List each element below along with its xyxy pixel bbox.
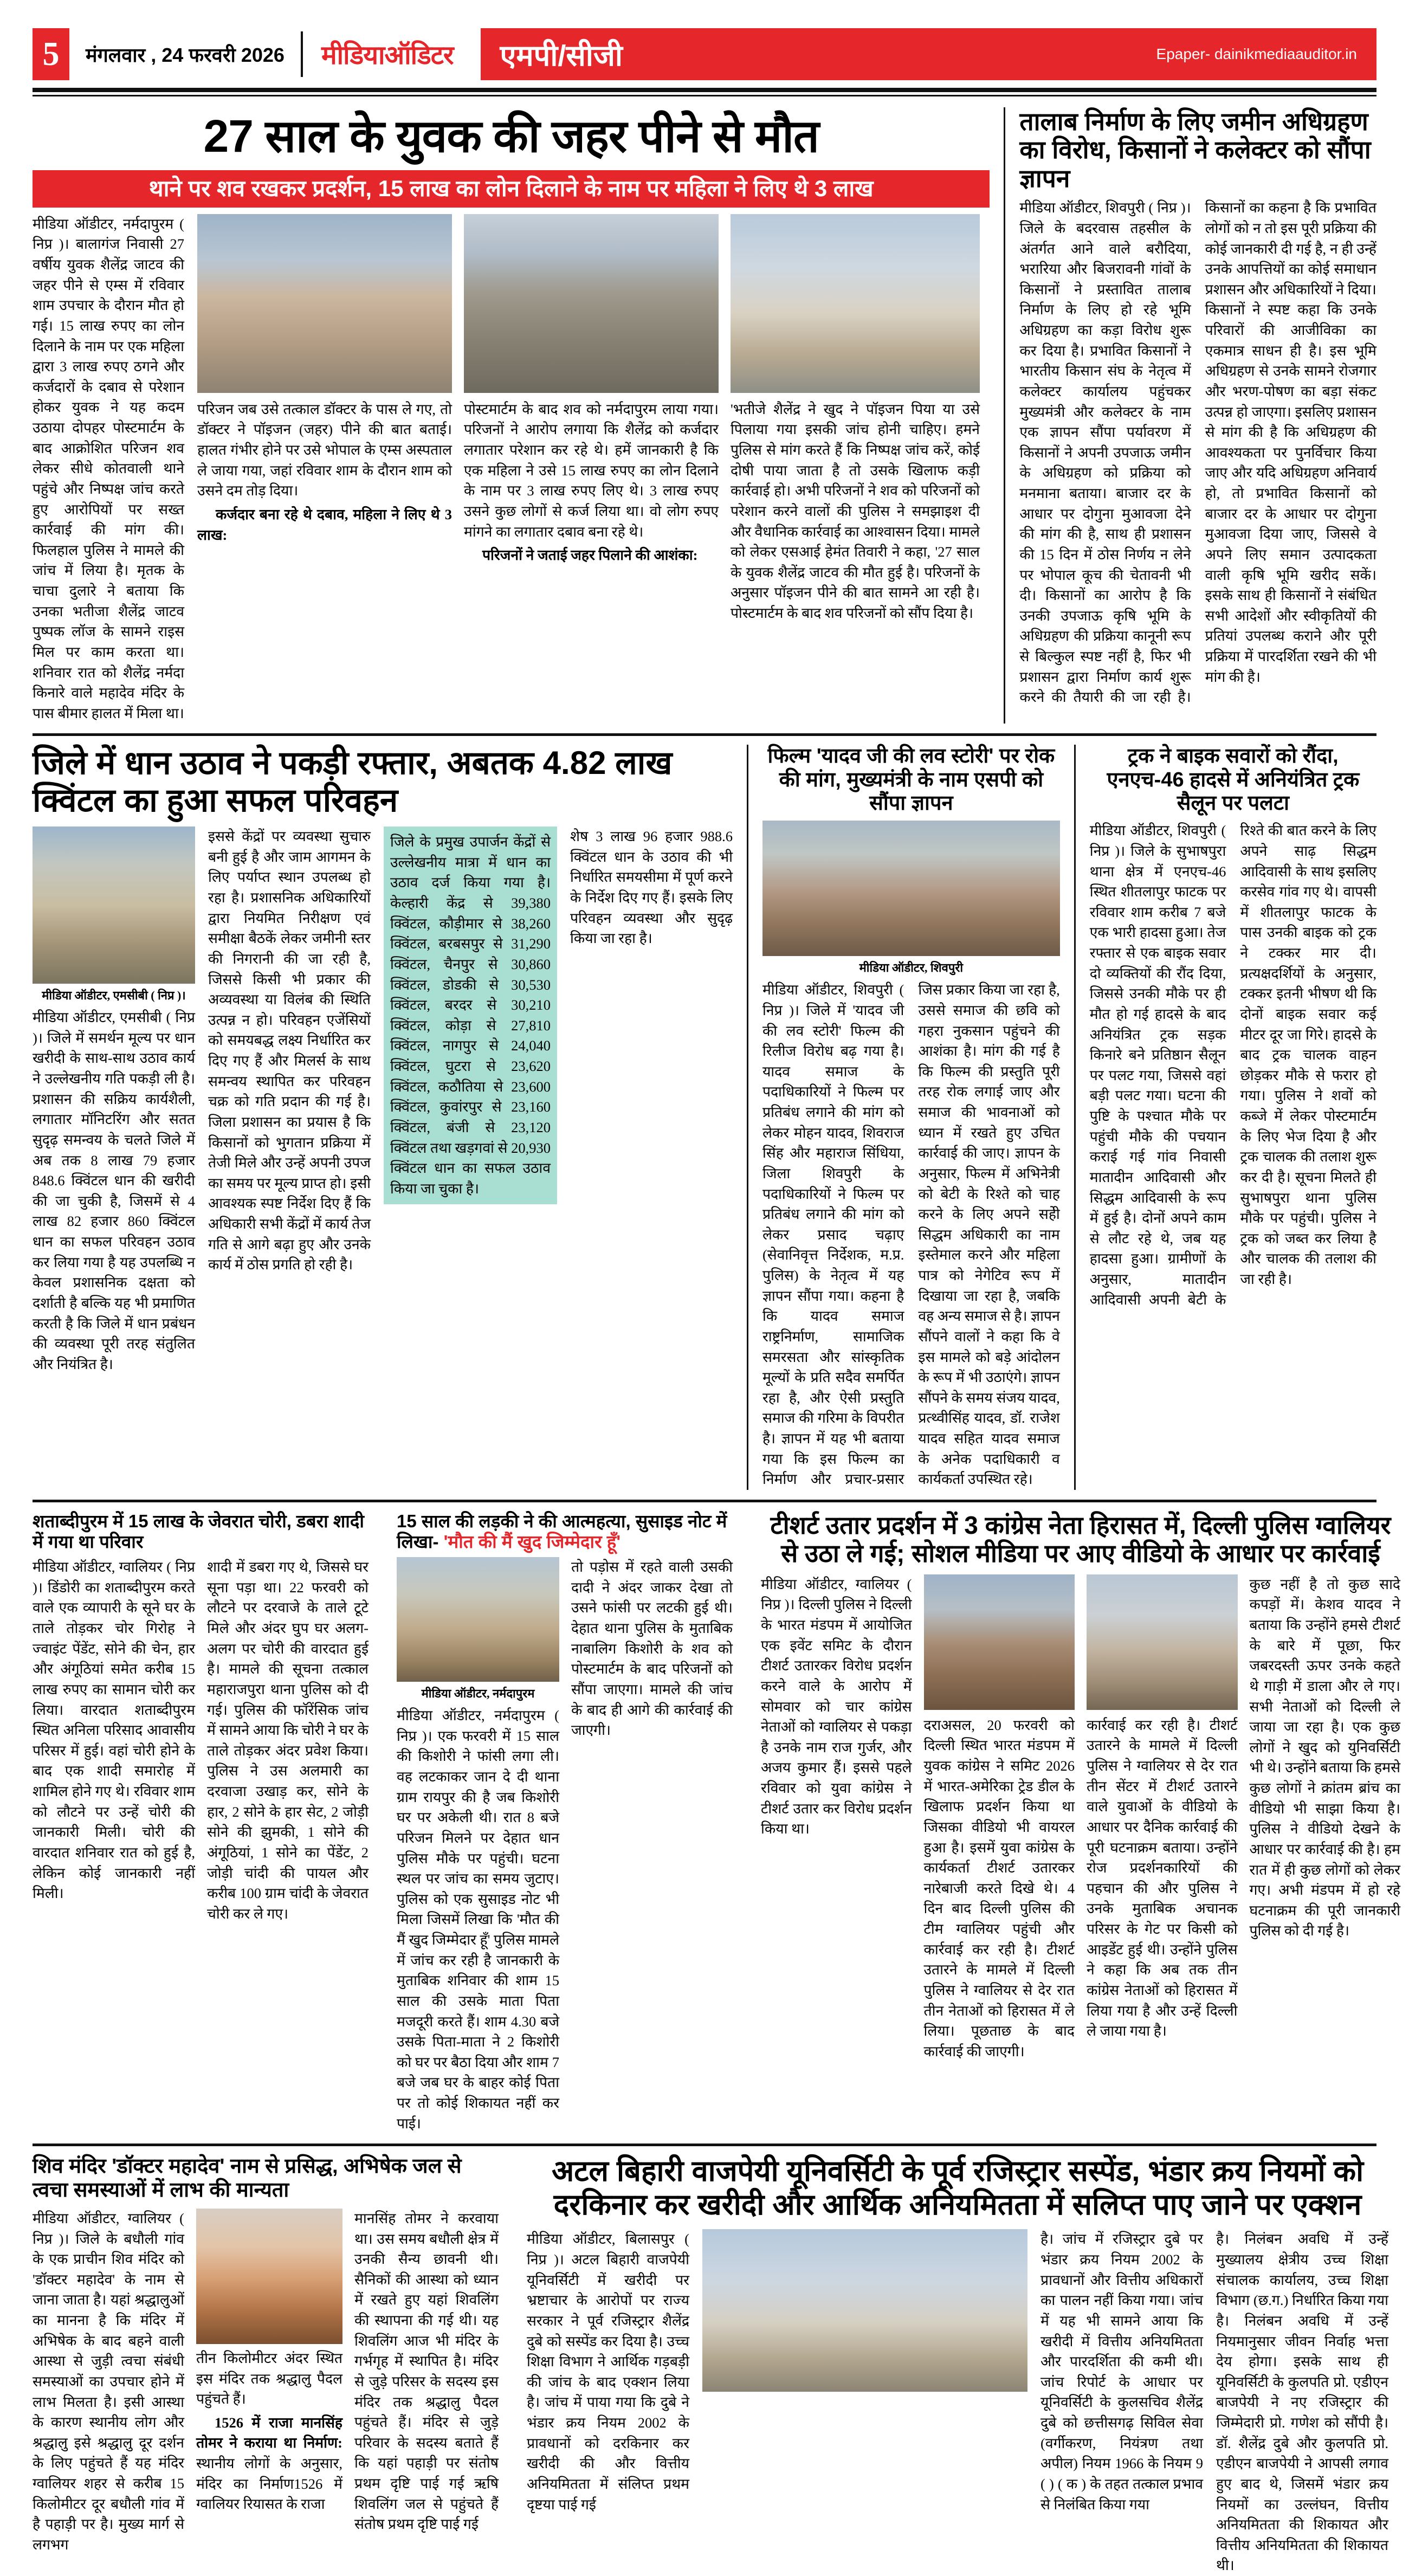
masthead-rule-thin xyxy=(33,95,1376,96)
masthead-rule-thick xyxy=(33,88,1376,92)
congress-col1: मीडिया ऑडीटर, ग्वालियर ( निप्र )। दिल्ली पुलिस ने दिल्ली के भारत मंडपम में आयोजित एक इवेंट समिट के दौरान टीशर्ट उतारकर विरोध प्रदर्शन करने वाले के आरोप में सोमवार को चार कांग्रेस नेताओं को ग्वालियर से पकड़ा है उनके नाम राज गुर्जर, और अजय कुमार हैं। इससे पहले रविवार को युवा कांग्रेस ने टीशर्ट उतार कर विरोध प्रदर्शन किया था। xyxy=(761,1576,912,1837)
lead-col1-text: मीडिया ऑडीटर, नर्मदापुरम ( निप्र )। बालागंज निवासी 27 वर्षीय युवक शैलेंद्र जाटव की जहर पीने से एम्स में रविवार शाम उपचार के दौरान मौत हो गई। 15 लाख रुपए का लोन दिलाने के नाम पर एक महिला द्वारा 3 लाख रुपए ठगने और कर्जदारों के दबाव से परेशान होकर युवक ने यह कदम उठाया दोपहर पोस्टमार्टम के बाद आक्रोशित परिजन शव लेकर सीधे कोतवाली थाने पहुंचे और निष्पक्ष जांच करते हुए आरोपियों पर सख्त कार्रवाई की मांग की। फिलहाल पुलिस ने मामले की जांच में लिया है। मृतक के चाचा दुलारे ने बताया कि उनका भतीजा शैलेंद्र जाटव पुष्पक लॉज के सामने राइस मिल पर काम करता था। शनिवार रात को शैलेंद्र नर्मदा किनारे वाले महादेव मंदिर के पास बीमार हालत में मिला था। xyxy=(33,215,184,721)
lead-sub2-heading: कर्जदार बना रहे थे दबाव, महिला ने लिए थे 3 लाख: xyxy=(197,506,452,543)
section-2 xyxy=(33,745,1376,1490)
lead-sub2-body: पोस्टमार्टम के बाद शव को नर्मदापुरम लाया गया। परिजनों ने आरोप लगाया कि शैलेंद्र को कर्जदार लगातार परेशान कर रहे थे। हमें जानकारी है कि एक महिला ने उसे 15 लाख रुपए का लोन दिलाने के नाम पर 3 लाख रुपए लिए थे। 3 लाख रुपए उसने कुछ लोगों से कर्ज लिया था। वो लोग रुपए मांगने का लगातार दबाव बना रहे थे। xyxy=(464,401,719,540)
truck-headline: ट्रक ने बाइक सवारों को रौंदा, एनएच-46 हादसे में अनियंत्रित ट्रक सैलून पर पलटा xyxy=(1107,745,1360,815)
brand-logo: मीडियाऑडिटर xyxy=(321,41,454,70)
film-body: मीडिया ऑडीटर, शिवपुरी ( निप्र )। जिले में 'यादव जी की लव स्टोरी' फिल्म की रिलीज विरोध बढ़ गया है। यादव समाज के पदाधिकारियों ने फिल्म पर प्रतिबंध लगाने की मांग को लेकर मोहन यादव, शिवराज सिंह और महाराज सिंधिया, जिला शिवपुरी के पदाधिकारियों ने फिल्म पर प्रतिबंध लगाने की मांग को लेकर प्रसाद चढ़ाए (सेवानिवृत्त निर्देशक, म.प्र. पुलिस) के नेतृत्व में यह ज्ञापन सौंपा गया। कहना है कि यादव समाज राष्ट्रनिर्माण, सामाजिक समरसता और सांस्कृतिक मूल्यों के प्रति सदैव समर्पित रहा है, और ऐसी प्रस्तुति समाज की गरिमा के विपरीत है। ज्ञापन में यह भी बताया गया कि इस फिल्म का निर्माण और प्रचार-प्रसार जिस प्रकार किया जा रहा है, उससे समाज की छवि को गहरा नुकसान पहुंचने की आशंका है। मांग की गई है कि फिल्म की प्रस्तुति पूरी तरह रोक लगाई जाए और समाज की भावनाओं को ध्यान में रखते हुए उचित कार्रवाई की जाए। ज्ञापन के अनुसार, फिल्म में अभिनेत्री को बेटी के रिश्ते को चाह करने के लिए अपने सहेी सिद्धम अधिकारी का नाम इस्तेमाल करने और महिला पात्र को नेगेटिव रूप में दिखाया जा रहा है, जबकि वह अन्य समाज से है। ज्ञापन सौंपने वालों ने कहा कि वे इस मामले को बड़े आंदोलन के रूप में भी उठाएंगे। ज्ञापन सौंपने के समय संजय यादव, प्रत्थ्वीसिंह यादव, डॉ. राजेश यादव सहित यादव समाज के अनेक पदाधिकारी व कार्यकर्ता उपस्थित रहे। xyxy=(762,982,1060,1488)
suicide-col1: मीडिया ऑडीटर, नर्मदापुरम ( निप्र )। एक फरवरी में 15 साल की किशोरी ने फांसी लगा ली। वह लटकाकर जान दे दी थाना ग्राम रायपुर की है जब किशोरी घर पर अकेली थी। रात 8 बजे परिजन मिलने पर देहात धान पुलिस मौके पर पहुंची। घटना स्थल पर जांच का समय जुटाए। पुलिस को एक सुसाइड नोट भी मिला जिसमें लिखा कि 'मौत की मैं खुद जिम्मेदार हूँ' पुलिस मामले में जांच कर रही है जानकारी के मुताबिक शनिवार की शाम 15 साल की उसके माता पिता मजदूरी करते हैं। शाम 4.30 बजे उसके पिता-माता ने 2 किशोरी को घर पर बैठा दिया और शाम 7 बजे जब घर के बाहर कोई पिता पर तो कोई शिकायत नहीं कर पाई। xyxy=(397,1707,559,2132)
lead-photo-2 xyxy=(464,214,719,393)
top-right-headline: तालाब निर्माण के लिए जमीन अधिग्रहण का विरोध, किसानों ने कलेक्टर को सौंपा ज्ञापन xyxy=(1019,107,1371,192)
lead-photo-3 xyxy=(731,214,980,393)
epaper-url[interactable]: Epaper- dainikmediaauditor.in xyxy=(1156,46,1357,62)
article-suicide xyxy=(397,1511,733,2134)
mandir-sub2-body: स्थानीय लोगों के अनुसार, मंदिर का निर्माण1526 में ग्वालियर रियासत के राजा xyxy=(196,2455,342,2513)
page-number-badge: 5 xyxy=(33,28,69,80)
publication-date: मंगलवार , 24 फरवरी 2026 xyxy=(86,43,285,66)
lead-kicker: थाने पर शव रखकर प्रदर्शन, 15 लाख का लोन दिलाने के नाम पर महिला ने लिए थे 3 लाख xyxy=(33,170,990,208)
brand-block xyxy=(303,28,472,80)
dhan-headline: जिले में धान उठाव ने पकड़ी रफ्तार, अबतक 4.82 लाख क्विंटल का हुआ सफल परिवहन xyxy=(33,745,673,818)
university-col2: है। जांच में रजिस्ट्रार दुबे पर भंडार क्रय नियम 2002 के प्रावधानों और वित्तीय अधिकारों का पालन नहीं किया गया। जांच में यह भी सामने आया कि खरीदी में वित्तीय अनियमितता और पारदर्शिता की कमी थी। जांच रिपोर्ट के आधार पर यूनिवर्सिटी के कुलसचिव शैलेंद्र दुबे को छत्तीसगढ़ सिविल सेवा (वर्गीकरण, नियंत्रण तथा अपील) नियम 1966 के नियम 9 ( ) ( क ) के तहत तत्काल प्रभाव से निलंबित किया गया xyxy=(1040,2231,1203,2513)
article-congress-protest xyxy=(761,1511,1400,2134)
lead-headline: 27 साल के युवक की जहर पीने से मौत xyxy=(203,111,819,162)
suicide-photo xyxy=(397,1557,559,1682)
university-headline: अटल बिहारी वाजपेयी यूनिवर्सिटी के पूर्व रजिस्ट्रार सस्पेंड, भंडार क्रय नियमों को दरकिनार कर खरीदी और आर्थिक अनियमितता में सलिप्त पाए जाने पर एक्शन xyxy=(551,2155,1364,2221)
sec2-divider-1 xyxy=(747,745,748,1490)
article-dhan-uthav xyxy=(33,745,733,1490)
theft-col2: शादी में डबरा गए थे, जिससे घर सूना पड़ा था। 22 फरवरी को लौटने पर दरवाजे के ताले टूटे मिले और अंदर घुप घर अलग-अलग पर चोरी की वारदात हुई है। मामले की सूचना तत्काल महाराजपुरा थाना पुलिस को दी गई। पुलिस की फॉरेंसिक जांच में सामने आया कि चोरी ने घर के ताले तोड़कर अंदर प्रवेश किया। पुलिस ने उस अलमारी का दरवाजा उखाड़ कर, सोने के हार, 2 सोने के हार सेट, 2 जोड़ी सोने की झुमकी, 1 सोने की अंगूठियां, 1 सोने का पेंडेंट, 2 जोड़ी चांदी की पायल और करीब 100 ग्राम चांदी के जेवरात चोरी कर ले गए। xyxy=(207,1559,369,1922)
suicide-col2: तो पड़ोस में रहते वाली उसकी दादी ने अंदर जाकर देखा तो उसने फांसी पर लटकी हुई थी। देहात थाना पुलिस के मुताबिक नाबालिग किशोरी के शव को पोस्टमार्टम के बाद परिजनों को सौंपा जाएगा। मामले की जांच के बाद ही आगे की कार्रवाई की जाएगी। xyxy=(571,1559,733,1739)
suicide-headline-main: 15 साल की लड़की ने की आत्महत्या, सुसाइड नोट में लिखा- xyxy=(397,1510,727,1552)
congress-col4: कुछ नहीं है तो कुछ सादे कपड़ों में। केशव यादव ने बताया कि उन्होंने हमसे टीशर्ट के बारे में पूछा, फिर जबरदस्ती ऊपर उनके कहते थे गाड़ी में डाला और ले गए। सभी नेताओं को दिल्ली ले जाया जा रहा है। एक कुछ लोगों ने खुद को युनिवर्सिटी भी थे। उन्होंने बताया कि हमसे कुछ लोगों ने क्रांतम ब्रांच का वीडियो भी साझा किया है। पुलिस ने वीडियो देखने के आधार पर कार्रवाई की है। हम रात में ही कुछ लोगों को लेकर गए। अभी मंडपम में हो रहे घटनाक्रम की पूरी जानकारी पुलिस को दी गई है। xyxy=(1249,1576,1400,1939)
dhan-photo-caption: मीडिया ऑडीटर, एमसीबी ( निप्र )। xyxy=(42,989,186,1003)
lead-article xyxy=(33,107,990,724)
mandir-col1: मीडिया ऑडीटर, ग्वालियर ( निप्र )। जिले के बधौली गांव के एक प्राचीन शिव मंदिर को 'डॉक्टर महादेव' के नाम से जाना जाता है। यहां श्रद्धालुओं का मानना है कि मंदिर में अभिषेक के बाद बहने वाली आस्था से जुड़ी त्वचा संबंधी समस्याओं का उपचार होने में लाभ मिलता है। इसी आस्था के कारण स्थानीय लोग और श्रद्धालु इसे श्रद्धालु दूर दर्शन के लिए पहुंचते हैं यह मंदिर ग्वालियर शहर से करीब 15 किलोमीटर दूर बधौली गांव में है पहाड़ी पर है। मुख्य मार्ग से लगभग xyxy=(33,2210,184,2553)
article-truck-accident xyxy=(1090,745,1376,1490)
suicide-headline-quote: 'मौत की मैं खुद जिम्मेदार हूँ' xyxy=(443,1531,621,1552)
edition-bar xyxy=(481,28,1376,80)
section-rule-1 xyxy=(33,733,1376,736)
lead-sub3-body: 'भतीजे शैलेंद्र ने खुद ने पॉइजन पिया या उसे पिलाया गया इसकी जांच होनी चाहिए। हमने पुलिस से मांग करते हैं कि निष्पक्ष जांच करें, कोई दोषी पाया जाता है तो उसके खिलाफ कड़ी कार्रवाई हो। अभी परिजनों ने शव को परिजनों को परेशान करने वालों की पुलिस ने समझाइश दी और वैधानिक कार्रवाई का आश्वासन दिया। मामले को लेकर एसआई हेमंत तिवारी ने कहा, '27 साल के युवक शैलेंद्र जाटव की मौत हुई है। परिजनों के अनुसार पॉइजन पीने की बात सामने आ रही है। पोस्टमार्टम के बाद शव परिजनों को सौंप दिया है। xyxy=(731,401,980,622)
article-shiv-mandir xyxy=(33,2155,499,2576)
mandir-col2: मानसिंह तोमर ने करवाया था। उस समय बधौली क्षेत्र में उनकी सैन्य छावनी थी। सैनिकों की आस्था को ध्यान में रखते हुए यहां शिवलिंग की स्थापना की गई थी। यह शिवलिंग आज भी मंदिर के गर्भगृह में स्थापित है। मंदिर से जुड़े परिसर के सदस्य इस मंदिर तक श्रद्धालु पैदल पहुंचते हैं। मंदिर से जुड़े परिवार के सदस्य बताते हैं कि यहां पहाड़ी पर संतोष प्रथम दृष्टि पाई गई ऋषि शिवलिंग जल से पहुंचते हैं संतोष प्रथम दृष्टि पाई गई xyxy=(354,2210,499,2533)
university-col3: है। निलंबन अवधि में उन्हें मुख्यालय क्षेत्रीय उच्च शिक्षा संचालक कार्यालय, उच्च शिक्षा विभाग (छ.ग.) निर्धारित किया गया है। निलंबन अवधि में उन्हें नियमानुसार जीवन निर्वाह भत्ता देय होगा। इसके साथ ही यूनिवर्सिटी के कुलपति प्रो. एडीएन बाजपेयी ने नए रजिस्ट्रार की जिम्मेदारी प्रो. गणेश को सौंपी है। डॉ. शैलेंद्र दुबे और कुलपति प्रो. एडीएन बाजपेयी ने आपसी लगाव हुए बाद थे, जिसमें भंडार क्रय नियमों का उल्लंघन, वित्तीय अनियमितता की शिकायत और वित्तीय अनियमितता की शिकायत थी। xyxy=(1216,2231,1388,2574)
section-3 xyxy=(33,1510,1400,2134)
mandir-headline: शिव मंदिर 'डॉक्टर महादेव' नाम से प्रसिद्ध, अभिषेक जल से त्वचा समस्याओं में लाभ की मान्यता xyxy=(33,2155,462,2201)
section-4 xyxy=(33,2155,1388,2576)
dhan-col2: इससे केंद्रों पर व्यवस्था सुचारु बनी हुई है और जाम आगमन के लिए पर्याप्त स्थान उपलब्ध हो रहा है। प्रशासनिक अधिकारियों द्वारा नियमित निरीक्षण एवं समीक्षा बैठकें लेकर जमीनी स्तर की निगरानी की जा रही है, जिससे किसी भी प्रकार की अव्यवस्था या विलंब की स्थिति उत्पन्न न हो। परिवहन एजेंसियों को समयबद्ध लक्ष्य निर्धारित कर दिए गए हैं और मिलर्स के साथ समन्वय स्थापित कर परिवहन चक्र को गति प्रदान की गई है। जिला प्रशासन का प्रयास है कि किसानों को भुगतान प्रक्रिया में तेजी मिले और उन्हें अपनी उपज का समय पर मूल्य प्राप्त हो। इसी आवश्यक स्पष्ट निर्देश दिए हैं कि अधिकारी सभी केंद्रों में कार्य तेज गति से आगे बढ़ा हुए और उनके कार्य में ठोस प्रगति हो रही है। xyxy=(208,828,371,1273)
congress-photo-2 xyxy=(1087,1574,1238,1710)
dhan-highlight-text: जिले के प्रमुख उपार्जन केंद्रों से उल्लेखनीय मात्रा में धान का उठाव दर्ज किया गया है। केल्हारी केंद्र से 39,380 क्विंटल, कौड़ीमार से 38,260 क्विंटल, बरबसपुर से 31,290 क्विंटल, चैनपुर से 30,860 क्विंटल, डोडकी से 30,530 क्विंटल, बरदर से 30,210 क्विंटल, कोड़ा से 27,810 क्विंटल, नागपुर से 24,040 क्विंटल, घुटरा से 23,620 क्विंटल, कठौतिया से 23,600 क्विंटल, कुवांरपुर से 23,160 क्विंटल, बंजी से 23,120 क्विंटल तथा खड़गवां से 20,930 क्विंटल धान का सफल उठाव किया जा चुका है। xyxy=(390,834,551,1197)
congress-headline: टीशर्ट उतार प्रदर्शन में 3 कांग्रेस नेता हिरासत में, दिल्ली पुलिस ग्वालियर से उठा ले गई; सोशल मीडिया पर आए वीडियो के आधार पर कार्रवाई xyxy=(770,1510,1391,1568)
lead-col2-text: परिजन जब उसे तत्काल डॉक्टर के पास ले गए, तो डॉक्टर ने पॉइजन (जहर) पीने की बात बताई। हालत गंभीर होने पर उसे भोपाल के एम्स अस्पताल ले जाया गया, जहां रविवार शाम के दौरान शाम को उसने दम तोड़ दिया। xyxy=(197,401,452,499)
article-jewel-theft xyxy=(33,1511,369,2134)
theft-headline: शताब्दीपुरम में 15 लाख के जेवरात चोरी, डबरा शादी में गया था परिवार xyxy=(33,1510,364,1552)
dhan-col1: मीडिया ऑडीटर, एमसीबी ( निप्र )। जिले में समर्थन मूल्य पर धान खरीदी के साथ-साथ उठाव कार्य ने उल्लेखनीय गति पकड़ी ली है। प्रशासन की सक्रिय कार्यशैली, लगातार मॉनिटरिंग और सतत सुदृढ़ समन्वय के चलते जिले में अब तक 8 लाख 79 हजार 848.6 क्विंटल धान की खरीदी की जा चुकी है, जिसमें से 4 लाख 82 हजार 860 क्विंटल धान का सफल परिवहन उठाव कर लिया गया है यह उपलब्धि न केवल प्रशासनिक दक्षता को दर्शाती है बल्कि यह भी प्रमाणित करती है कि जिले में धान प्रबंधन की व्यवस्था पूरी तरह संतुलित और नियंत्रित है। xyxy=(33,1009,195,1372)
article-university-suspend xyxy=(527,2155,1388,2576)
article-film-protest xyxy=(762,745,1060,1490)
lead-sub3-heading: परिजनों ने जताई जहर पिलाने की आशंका: xyxy=(482,547,698,564)
congress-col2: दराअसल, 20 फरवरी को दिल्ली स्थित भारत मंडपम में युवक कांग्रेस ने समिट 2026 में भारत-अमेरिका ट्रेड डील के खिलाफ प्रदर्शन किया था जिसका वीडियो भी वायरल हुआ है। इसमें युवा कांग्रेस के कार्यकर्ता टीशर्ट उतारकर नारेबाजी करते दिखे थे। 4 दिन बाद दिल्ली पुलिस की टीम ग्वालियर पहुंची और कार्रवाई कर रही है। टीशर्ट उतारने के मामले में दिल्ली पुलिस ने ग्वालियर से देर रात तीन नेताओं को हिरासत में ले लिया। पूछताछ के बाद कार्रवाई की जाएगी। xyxy=(923,1716,1075,2059)
lead-photo-1 xyxy=(197,214,452,393)
section-rule-2 xyxy=(33,1500,1376,1502)
top-section xyxy=(33,107,1376,724)
top-vertical-divider xyxy=(1004,107,1005,724)
university-photo xyxy=(702,2229,1027,2392)
sec2-divider-2 xyxy=(1074,745,1076,1490)
suicide-photo-caption: मीडिया ऑडीटर, नर्मदापुरम xyxy=(421,1687,535,1701)
suicide-headline xyxy=(397,1511,733,1557)
dhan-highlight-box xyxy=(384,827,557,1204)
university-col1: मीडिया ऑडीटर, बिलासपुर ( निप्र )। अटल बिहारी वाजपेयी यूनिवर्सिटी में खरीदी पर भ्रष्टाचार के आरोपों पर राज्य सरकार ने पूर्व रजिस्ट्रार शैलेंद्र दुबे को सस्पेंड कर दिया है। उच्च शिक्षा विभाग ने आर्थिक गड़बड़ी की जांच के बाद एक्शन लिया है। जांच में पाया गया कि दुबे ने भंडार क्रय नियम 2002 के प्रावधानों को दरकिनार कर खरीदी की और वित्तीय अनियमितता में संलिप्त प्रथम दृष्टया पाई गई xyxy=(527,2231,689,2513)
film-photo xyxy=(762,821,1060,956)
masthead xyxy=(33,28,1376,80)
top-right-article xyxy=(1019,107,1376,724)
theft-col1: मीडिया ऑडीटर, ग्वालियर ( निप्र )। डिंडोरी का शताब्दीपुरम करते वाले एक व्यापारी के सूने घर के ताले तोड़कर चोर गिरोह ने ज्वाइंट पेंडेंट, सोने की चेन, हार और अंगूठियां समेत करीब 15 लाख रुपए का सामान चोरी कर लिया। वारदात शताब्दीपुरम स्थित अनिला परिसाद आवासीय परिसर में हुई। वहां चोरी होने के बाद एक शादी समारोह में शामिल होने गए थे। रविवार शाम को लौटने पर उन्हें चोरी की जानकारी मिली। चोरी की वारदात शनिवार रात को हुई है, लेकिन कोई जानकारी नहीं मिली। xyxy=(33,1559,195,1902)
film-headline: फिल्म 'यादव जी की लव स्टोरी' पर रोक की मांग, मुख्यमंत्री के नाम एसपी को सौंपा ज्ञापन xyxy=(767,745,1055,815)
congress-col3: कार्रवाई कर रही है। टीशर्ट उतारने के मामले में दिल्ली पुलिस ने ग्वालियर से देर रात तीन सेंटर में टीशर्ट उतारने वाले युवाओं के वीडियो के आधार पर दैनिक कार्रवाई की पूरी घटनाक्रम बताया। उन्होंने रोज प्रदर्शनकारियों की पहचान की और पुलिस ने उनके मुताबिक अचानक परिसर के गेट पर किसी को आइडेंट हुई थी। उन्होंने पुलिस ने कहा कि अब तक तीन कांग्रेस नेताओं को हिरासत में लिया गया है और उन्हें दिल्ली ले जाया गया है। xyxy=(1087,1716,1238,2039)
newspaper-page xyxy=(0,28,1409,2574)
top-right-body: मीडिया ऑडीटर, शिवपुरी ( निप्र )। जिले के बदरवास तहसील के अंतर्गत आने वाले बरौदिया, भरारिया और बिजरावनी गांवों के किसानों ने प्रस्तावित तालाब निर्माण के लिए हो रहे भूमि अधिग्रहण का कड़ा विरोध शुरू कर दिया है। प्रभावित किसानों ने भारतीय किसान संघ के नेतृत्व में कलेक्टर कार्यालय पहुंचकर मुख्यमंत्री और कलेक्टर के नाम एक ज्ञापन सौंपा पर्यावरण में किसानों ने अपनी उपजाऊ जमीन के अधिग्रहण को प्रक्रिया को मनमाना बताया। बाजार दर के आधार पर दोगुना मुआवजा देने की मांग की है, साथ ही प्रशासन की 15 दिन में ठोस निर्णय न लेने पर भोपाल कूच की चेतावनी भी दी। किसानों का आरोप है कि उनकी उपजाऊ कृषि भूमि के अधिग्रहण की प्रक्रिया कानूनी रूप से बिल्कुल स्पष्ट नहीं है, फिर भी प्रशासन द्वारा निर्माण कार्य शुरू करने की तैयारी की जा रही है। किसानों का कहना है कि प्रभावित लोगों को न तो इस पूरी प्रक्रिया की कोई जानकारी दी गई है, न ही उन्हें उनके आपत्तियों का कोई समाधान प्रशासन और अधिकारियों ने दिया। किसानों ने स्पष्ट कहा कि उनके परिवारों की आजीविका का एकमात्र साधन ही है। इस भूमि अधिग्रहण से उनके सामने रोजगार और भरण-पोषण का बड़ा संकट उत्पन्न हो जाएगा। इसलिए प्रशासन से मांग की है कि अधिग्रहण की आवश्यकता पर पुनर्विचार किया जाए और यदि अधिग्रहण अनिवार्य हो, तो प्रभावित किसानों को बाजार दर के आधार पर दोगुना मुआवजा दिया जाए, जिससे वे अपने लिए समान उत्पादकता वाली कृषि भूमि खरीद सकें। इसके साथ ही किसानों ने संबंधित सभी आदेशों और स्वीकृतियों की प्रतियां उपलब्ध कराने और पूरी प्रक्रिया में पारदर्शिता रखने की भी मांग की है। xyxy=(1019,199,1376,706)
dhan-col4: शेष 3 लाख 96 हजार 988.6 क्विंटल धान के उठाव की भी निर्धारित समयसीमा में पूर्ण करने के निर्देश दिए गए हैं। इसके लिए परिवहन व्यवस्था और सुदृढ़ किया जा रहा है। xyxy=(570,828,733,947)
mandir-sub-head: तीन किलोमीटर अंदर स्थित इस मंदिर तक श्रद्धालु पैदल पहुंचते हैं। xyxy=(196,2349,342,2407)
edition-name: एमपी/सीजी xyxy=(500,40,623,72)
mandir-sub2-heading: 1526 में राजा मानसिंह तोमर ने कराया था निर्माण: xyxy=(196,2414,342,2451)
section-rule-3 xyxy=(33,2144,1376,2146)
congress-photo xyxy=(924,1574,1075,1710)
truck-body: मीडिया ऑडीटर, शिवपुरी ( निप्र )। जिले के सुभाषपुरा थाना क्षेत्र में एनएच-46 स्थित शीतलापुर फाटक पर रविवार शाम करीब 7 बजे एक भारी हादसा हुआ। तेज रफ्तार से एक बाइक सवार दो व्यक्तियों की रौंद दिया, जिससे उनकी मौके पर ही मौत हो गई हादसे के बाद अनियंत्रित ट्रक सड़क किनारे बने प्रतिष्ठान सैलून पर पलट गया, जिससे वहां बड़ी पलट गया। घटना की पुष्टि के पश्चात मौके पर पहुंची मौके की पचयान कराई गई गांव निवासी मातादीन आदिवासी और सिद्धम आदिवासी के रूप में हुई है। दोनों अपने काम से लौट रहे थे, जब यह हादसा हुआ। ग्रामीणों के अनुसार, मातादीन आदिवासी अपनी बेटी के रिश्ते की बात करने के लिए अपने साढ़ सिद्धम आदिवासी के साथ इसलिए करसेव गांव गए थे। वापसी में शीतलापुर फाटक के पास उनकी बाइक को ट्रक ने टक्कर मार दी। प्रत्यक्षदर्शियों के अनुसार, टक्कर इतनी भीषण थी कि दोनों बाइक सवार कई मीटर दूर जा गिरे। हादसे के बाद ट्रक चालक वाहन छोड़कर मौके से फरार हो गया। पुलिस ने शवों को कब्जे में लेकर पोस्टमार्टम के लिए भेज दिया है और ट्रक चालक की तलाश शुरू कर दी है। सूचना मिलते ही सुभाषपुरा थाना पुलिस मौके पर पहुंची। पुलिस ने ट्रक को जब्त कर लिया है और चालक की तलाश की जा रही है। xyxy=(1089,822,1376,1308)
dhan-photo xyxy=(33,827,195,984)
film-photo-caption: मीडिया ऑडीटर, शिवपुरी xyxy=(859,961,964,975)
mandir-photo xyxy=(196,2209,342,2344)
